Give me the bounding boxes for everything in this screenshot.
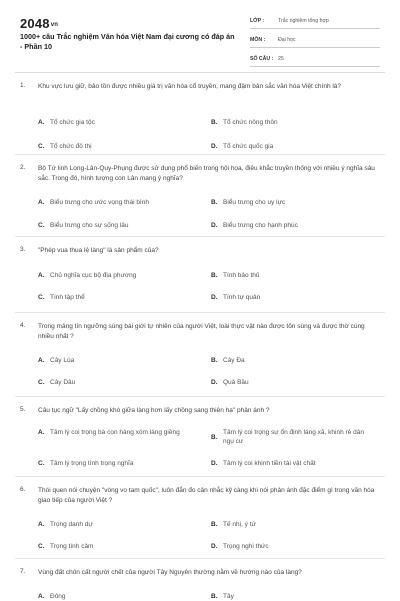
option-text: Tổ chức quốc gia — [223, 143, 274, 150]
logo-suffix: vn — [50, 21, 59, 28]
option-text: Cây Dâu — [50, 379, 76, 386]
option-letter: D. — [211, 294, 218, 301]
question-separator — [15, 312, 385, 313]
option-d[interactable] — [211, 459, 376, 468]
option-text: Tâm lý coi khinh tiền tài vật chất — [223, 460, 316, 467]
option-letter: B. — [211, 593, 218, 600]
option-a[interactable] — [38, 356, 198, 365]
option-letter: D. — [211, 222, 218, 229]
option-letter: C. — [38, 543, 45, 550]
meta-row-count — [250, 52, 380, 67]
option-text: Tâm lý coi trọng bà con hàng xóm láng giềng — [50, 429, 180, 436]
meta-value: Trắc nghiệm tổng hợp — [278, 18, 329, 24]
question-separator — [15, 236, 385, 237]
question-text: Thói quen nói chuyện "vòng vo tam quốc", luôn đắn đo cân nhắc kỹ càng khi nói phản ánh đặc điểm gì trong văn hóa giao tiếp của người Việt ? — [38, 487, 375, 504]
option-text: Trọng nghi thức — [223, 543, 269, 550]
question-number: 1. — [20, 82, 26, 89]
option-text: Tổ chức đô thị — [50, 143, 92, 150]
option-text: Biểu trưng cho hạnh phúc — [223, 222, 298, 229]
question-number: 5. — [20, 406, 26, 413]
question-text: Vùng đất chôn cất người chết của người Tây Nguyên thường nằm về hướng nào của làng? — [38, 569, 302, 576]
option-text: Tính tập thể — [50, 294, 85, 301]
question-number: 4. — [20, 322, 26, 329]
question-text: "Phép vua thua lệ làng" là sản phẩm của? — [38, 247, 159, 254]
option-a[interactable] — [38, 271, 198, 280]
option-a[interactable] — [38, 198, 198, 207]
meta-value: Đại học — [278, 37, 296, 43]
meta-key: LỚP : — [250, 18, 265, 24]
option-c[interactable] — [38, 293, 198, 302]
question-text: Bộ Tứ linh Long-Lân-Quy-Phụng được sử dụng phổ biến trong hội họa, điêu khắc truyền thống với nhiều ý nghĩa sâu sắc. Trong đó, hình tượng con Lân mang ý nghĩa? — [38, 165, 375, 182]
option-text: Trọng tình cảm — [50, 543, 94, 550]
option-text: Đông — [50, 593, 66, 600]
option-text: Tổ chức nông thôn — [223, 119, 278, 126]
option-letter: D. — [211, 143, 218, 150]
question-text: Khu vực lưu giữ, bảo tồn được nhiều giá trị văn hóa cổ truyền, mang đậm bản sắc văn hóa Việt chính là? — [38, 83, 342, 90]
option-letter: D. — [211, 460, 218, 467]
option-text: Biểu trưng cho sự sống lâu — [50, 222, 129, 229]
option-letter: D. — [211, 543, 218, 550]
option-text: Tế nhị, ý tứ — [223, 521, 256, 528]
option-text: Tính tự quản — [223, 294, 261, 301]
question-number: 7. — [20, 568, 26, 575]
option-c[interactable] — [38, 378, 198, 387]
question-number: 6. — [20, 486, 26, 493]
option-b[interactable] — [211, 428, 376, 446]
option-text: Trọng danh dự — [50, 521, 93, 528]
option-text: Tâm lý coi trọng sự ổn định láng xã, khinh rẻ dân ngụ cư — [223, 429, 364, 445]
option-b[interactable] — [211, 271, 376, 280]
meta-key: SỐ CÂU : — [250, 56, 274, 62]
option-letter: B. — [211, 521, 218, 528]
option-letter: A. — [38, 272, 45, 279]
option-letter: B. — [211, 272, 218, 279]
question-separator — [15, 476, 385, 477]
option-letter: B. — [211, 119, 218, 126]
question-text: Câu tục ngữ "Lấy chồng khó giữa làng hơn lấy chồng sang thiên hạ" phản ánh ? — [38, 407, 270, 414]
option-text: Tính bảo thủ — [223, 272, 260, 279]
option-letter: D. — [211, 379, 218, 386]
option-text: Cây Đa — [223, 357, 245, 364]
option-letter: B. — [211, 433, 218, 441]
option-c[interactable] — [38, 542, 198, 551]
option-text: Cây Lúa — [50, 357, 75, 364]
header-divider — [15, 72, 385, 73]
option-d[interactable] — [211, 378, 376, 387]
option-b[interactable] — [211, 356, 376, 365]
question-separator — [15, 396, 385, 397]
option-letter: A. — [38, 357, 45, 364]
option-b[interactable] — [211, 118, 376, 127]
option-text: Biểu trưng cho ước vọng thái bình — [50, 199, 149, 206]
option-c[interactable] — [38, 459, 198, 468]
option-text: Chủ nghĩa cục bộ địa phương — [50, 272, 137, 279]
option-letter: A. — [38, 593, 45, 600]
option-d[interactable] — [211, 542, 376, 551]
option-letter: B. — [211, 199, 218, 206]
option-letter: C. — [38, 222, 45, 229]
option-b[interactable] — [211, 520, 376, 529]
option-d[interactable] — [211, 142, 376, 151]
option-text: Tổ chức gia tộc — [50, 119, 95, 126]
option-letter: A. — [38, 199, 45, 206]
option-letter: C. — [38, 294, 45, 301]
question-text: Trong mảng tín ngưỡng sùng bái giới tự nhiên của người Việt, loài thực vật nào được tôn sùng và được thờ cúng nhiều nhất ? — [38, 323, 365, 340]
option-a[interactable] — [38, 118, 198, 127]
meta-row-class — [250, 14, 380, 29]
option-text: Tây — [223, 593, 234, 600]
option-letter: C. — [38, 379, 45, 386]
option-letter: A. — [38, 429, 45, 436]
meta-value: 25 — [278, 56, 284, 62]
question-number: 3. — [20, 246, 26, 253]
option-c[interactable] — [38, 221, 198, 230]
option-c[interactable] — [38, 142, 198, 151]
option-letter: B. — [211, 357, 218, 364]
question-separator — [15, 154, 385, 155]
meta-key: MÔN : — [250, 37, 266, 43]
option-text: Tâm lý trọng tình trọng nghĩa — [50, 460, 134, 467]
option-a[interactable] — [38, 428, 198, 437]
option-d[interactable] — [211, 293, 376, 302]
question-separator — [15, 558, 385, 559]
option-letter: A. — [38, 521, 45, 528]
option-b[interactable] — [211, 198, 376, 207]
header — [0, 0, 400, 68]
meta-info — [250, 14, 380, 71]
option-text: Biểu trưng cho uy lực — [223, 199, 286, 206]
meta-row-subject — [250, 33, 380, 48]
site-logo[interactable] — [20, 16, 58, 31]
page-title: 1000+ câu Trắc nghiệm Văn hóa Việt Nam đại cương có đáp án - Phần 10 — [20, 32, 235, 51]
option-a[interactable] — [38, 520, 198, 529]
option-d[interactable] — [211, 221, 376, 230]
option-text: Quả Bầu — [223, 379, 249, 386]
question-number: 2. — [20, 164, 26, 171]
logo-text: 2048 — [20, 16, 50, 31]
option-letter: A. — [38, 119, 45, 126]
option-letter: C. — [38, 143, 45, 150]
option-letter: C. — [38, 460, 45, 467]
